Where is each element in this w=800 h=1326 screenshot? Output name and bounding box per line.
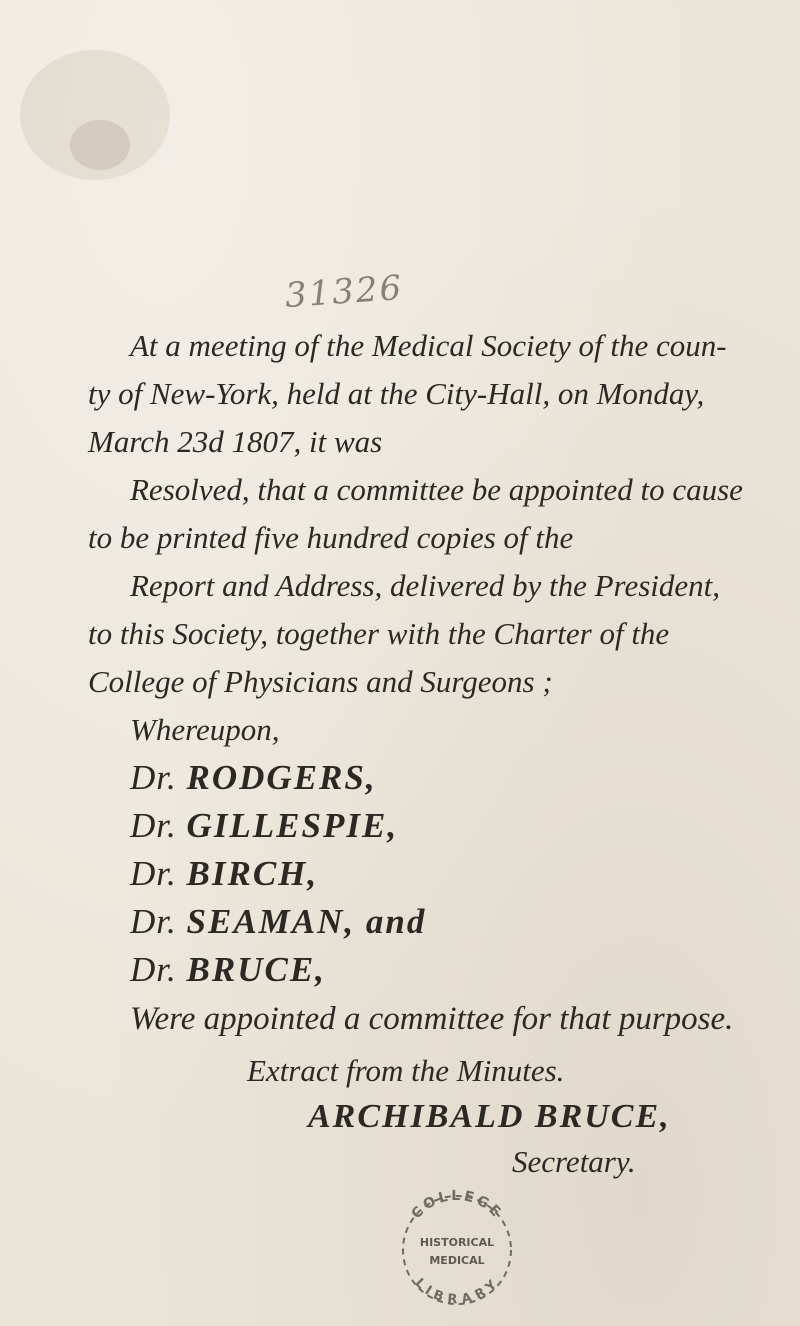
- committee-closing: Were appointed a committee for that purpose.: [130, 1001, 734, 1037]
- stamp-line-1: HISTORICAL: [419, 1236, 495, 1249]
- committee-member: [130, 808, 398, 843]
- committee-member: [130, 760, 377, 795]
- extract-line: Extract from the Minutes.: [247, 1053, 565, 1088]
- committee-member: [130, 904, 426, 939]
- resolution-line-2: ty of New-York, held at the City-Hall, on Monday,: [88, 376, 705, 411]
- member-surname: GILLESPIE,: [186, 806, 399, 845]
- member-surname: BIRCH,: [186, 854, 319, 893]
- committee-member: [130, 952, 326, 987]
- resolution-line-6: Report and Address, delivered by the President,: [130, 568, 721, 603]
- member-title: Dr.: [130, 758, 177, 797]
- resolution-line-8: College of Physicians and Surgeons ;: [88, 664, 553, 699]
- resolution-line-7: to this Society, together with the Charter of the: [88, 616, 670, 651]
- secretary-name: ARCHIBALD BRUCE,: [308, 1098, 671, 1135]
- stamp-line-2: MEDICAL: [429, 1254, 485, 1267]
- member-surname: SEAMAN, and: [186, 902, 427, 941]
- member-surname: BRUCE,: [186, 950, 326, 989]
- stamp-arc-top: COLLEGE: [408, 1187, 506, 1223]
- resolution-line-5: to be printed five hundred copies of the: [88, 520, 574, 555]
- library-stamp: [382, 1180, 532, 1310]
- member-title: Dr.: [130, 902, 177, 941]
- resolution-line-4: Resolved, that a committee be appointed to cause: [130, 472, 743, 507]
- paper-stain: [70, 120, 130, 170]
- member-title: Dr.: [130, 950, 177, 989]
- resolution-line-3: March 23d 1807, it was: [88, 424, 383, 459]
- stamp-arc-bottom: LIBRARY: [411, 1275, 503, 1308]
- resolution-line-1: At a meeting of the Medical Society of the coun-: [130, 328, 727, 363]
- secretary-title: Secretary.: [512, 1144, 636, 1179]
- member-title: Dr.: [130, 806, 177, 845]
- member-surname: RODGERS,: [186, 758, 377, 797]
- committee-member: [130, 856, 318, 891]
- manuscript-number: 31326: [283, 267, 405, 317]
- resolution-line-9: Whereupon,: [130, 712, 280, 747]
- member-title: Dr.: [130, 854, 177, 893]
